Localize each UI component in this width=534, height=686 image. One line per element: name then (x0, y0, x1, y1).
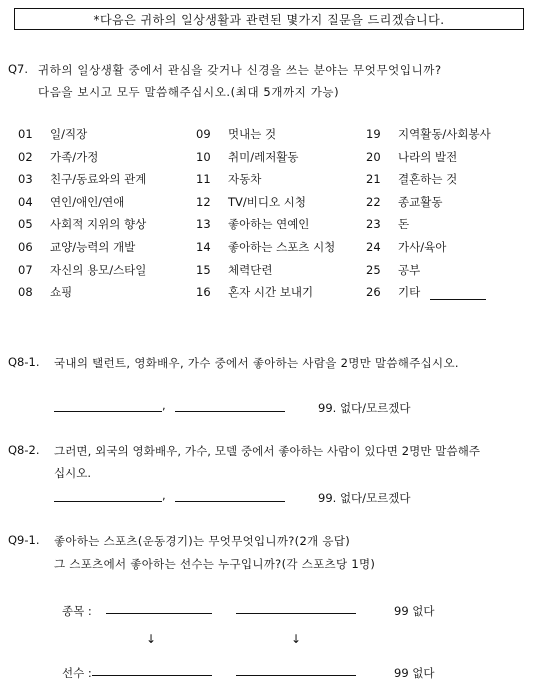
q9-1-question-line2: 그 스포츠에서 좋아하는 선수는 누구입니까?(각 스포츠당 1명) (54, 557, 376, 571)
q7-option-number: 13 (196, 217, 211, 232)
q8-2-comma: , (162, 488, 166, 502)
q7-option-number: 10 (196, 149, 211, 164)
q7-option-number: 02 (18, 149, 33, 164)
q7-option-label: 결혼하는 것 (398, 172, 458, 187)
sport-label: 종목 : (62, 604, 92, 618)
q8-2-answer-blank-1[interactable] (54, 489, 162, 502)
q7-option-02[interactable] (18, 149, 98, 165)
q7-option-label: 취미/레저활동 (228, 149, 299, 164)
q7-option-21[interactable] (366, 171, 457, 187)
q7-option-label: 자동차 (228, 172, 262, 187)
q7-option-label: 자신의 용모/스타일 (50, 262, 147, 277)
q7-option-number: 04 (18, 194, 33, 209)
q7-option-25[interactable] (366, 262, 420, 278)
q8-1-answer-blank-2[interactable] (175, 399, 285, 412)
q7-option-15[interactable] (196, 262, 272, 278)
q8-2-answer-blank-2[interactable] (175, 489, 285, 502)
q9-1-label: Q9-1. (8, 533, 40, 547)
q7-option-label: 교양/능력의 개발 (50, 240, 136, 254)
q7-option-04[interactable] (18, 194, 124, 210)
q7-option-number: 16 (196, 285, 211, 300)
q7-option-number: 15 (196, 262, 211, 277)
q9-1-question-line1: 좋아하는 스포츠(운동경기)는 무엇무엇입니까?(2개 응답) (54, 534, 351, 548)
player-blank-1[interactable] (92, 663, 212, 676)
q8-1-label: Q8-1. (8, 355, 40, 369)
q7-option-number: 25 (366, 262, 381, 277)
q7-option-number: 08 (18, 285, 33, 300)
q7-option-label: TV/비디오 시청 (228, 194, 306, 209)
q7-option-number: 23 (366, 217, 381, 232)
sport-blank-2[interactable] (236, 601, 356, 614)
q7-option-08[interactable] (18, 284, 72, 300)
q8-2-answer-row (54, 488, 285, 502)
q7-option-09[interactable] (196, 126, 276, 142)
q7-option-number: 07 (18, 262, 33, 277)
q8-1-question: 국내의 탤런트, 영화배우, 가수 중에서 좋아하는 사람을 2명만 말씀해주십시오. (54, 356, 459, 370)
q7-option-label: 체력단련 (228, 262, 273, 277)
q8-1-none-option[interactable]: 99. 없다/모르겠다 (318, 401, 411, 415)
q7-option-11[interactable] (196, 171, 261, 187)
q7-option-number: 12 (196, 194, 211, 209)
q7-option-number: 11 (196, 172, 211, 187)
q7-option-label: 일/직장 (50, 127, 88, 141)
q8-1-answer-row (54, 398, 285, 412)
q7-option-label: 연인/애인/연애 (50, 194, 125, 209)
q7-option-label: 좋아하는 스포츠 시청 (228, 240, 336, 254)
q7-option-06[interactable] (18, 239, 135, 255)
q7-option-number: 19 (366, 127, 381, 141)
sport-none-option[interactable]: 99 없다 (394, 604, 435, 618)
q7-option-label: 사회적 지위의 향상 (50, 217, 147, 232)
q7-option-label: 돈 (398, 217, 410, 232)
q7-option-number: 05 (18, 217, 33, 232)
q7-option-03[interactable] (18, 171, 146, 187)
q7-option-number: 01 (18, 127, 33, 141)
q7-option-number: 22 (366, 194, 381, 209)
q8-2-label: Q8-2. (8, 443, 40, 457)
q7-option-number: 09 (196, 127, 211, 141)
q7-option-label: 나라의 발전 (398, 149, 458, 164)
q7-option-05[interactable] (18, 216, 146, 232)
q7-option-number: 20 (366, 149, 381, 164)
q7-option-label: 기타 (398, 285, 421, 300)
q7-option-22[interactable] (366, 194, 442, 210)
q7-option-label: 지역활동/사회봉사 (398, 127, 491, 141)
q7-question-line2: 다음을 보시고 모두 말씀해주십시오.(최대 5개까지 가능) (38, 85, 340, 99)
q7-label: Q7. (8, 62, 29, 76)
q7-option-12[interactable] (196, 194, 306, 210)
sport-blank-1[interactable] (106, 601, 212, 614)
q8-1-comma: , (162, 398, 166, 412)
q7-option-label: 좋아하는 연예인 (228, 217, 310, 232)
q7-option-label: 공부 (398, 262, 421, 277)
q8-2-question-line1: 그러면, 외국의 영화배우, 가수, 모델 중에서 좋아하는 사람이 있다면 2명만 말씀해주 (54, 444, 481, 458)
q8-2-question-line2: 십시오. (54, 466, 91, 480)
q7-option-label: 가족/가정 (50, 149, 99, 164)
player-none-option[interactable]: 99 없다 (394, 666, 435, 680)
q7-option-label: 종교활동 (398, 194, 443, 209)
q7-option-10[interactable] (196, 149, 299, 165)
q7-option-01[interactable] (18, 126, 87, 142)
player-label: 선수 : (62, 666, 92, 680)
q7-option-number: 24 (366, 240, 381, 254)
arrow-down-icon: ↓ (146, 632, 157, 646)
player-blank-2[interactable] (236, 663, 356, 676)
q7-option-label: 혼자 시간 보내기 (228, 285, 314, 300)
q7-option-label: 멋내는 것 (228, 127, 277, 141)
q7-option-20[interactable] (366, 149, 457, 165)
q7-option-label: 가사/육아 (398, 240, 447, 254)
q7-option-07[interactable] (18, 262, 146, 278)
q7-option-13[interactable] (196, 216, 309, 232)
q7-option-16[interactable] (196, 284, 313, 300)
q7-option-14[interactable] (196, 239, 335, 255)
q7-option-23[interactable] (366, 216, 409, 232)
q7-option-number: 03 (18, 172, 33, 187)
arrow-down-icon: ↓ (291, 632, 302, 646)
q7-option-number: 26 (366, 285, 381, 300)
q7-other-blank[interactable] (430, 287, 486, 300)
q8-2-none-option[interactable]: 99. 없다/모르겠다 (318, 491, 411, 505)
q7-option-24[interactable] (366, 239, 446, 255)
q7-option-label: 친구/동료와의 관계 (50, 172, 147, 187)
instruction-header (14, 8, 524, 30)
q7-question-line1: 귀하의 일상생활 중에서 관심을 갖거나 신경을 쓰는 분야는 무엇무엇입니까? (38, 63, 442, 77)
q7-option-number: 14 (196, 240, 211, 254)
instruction-header-text: *다음은 귀하의 일상생활과 관련된 몇가지 질문을 드리겠습니다. (93, 12, 445, 27)
q8-1-answer-blank-1[interactable] (54, 399, 162, 412)
q7-option-26[interactable] (366, 284, 486, 300)
q7-option-number: 06 (18, 240, 33, 254)
q7-option-number: 21 (366, 172, 381, 187)
q7-option-label: 쇼핑 (50, 285, 73, 300)
q7-option-19[interactable] (366, 126, 491, 142)
